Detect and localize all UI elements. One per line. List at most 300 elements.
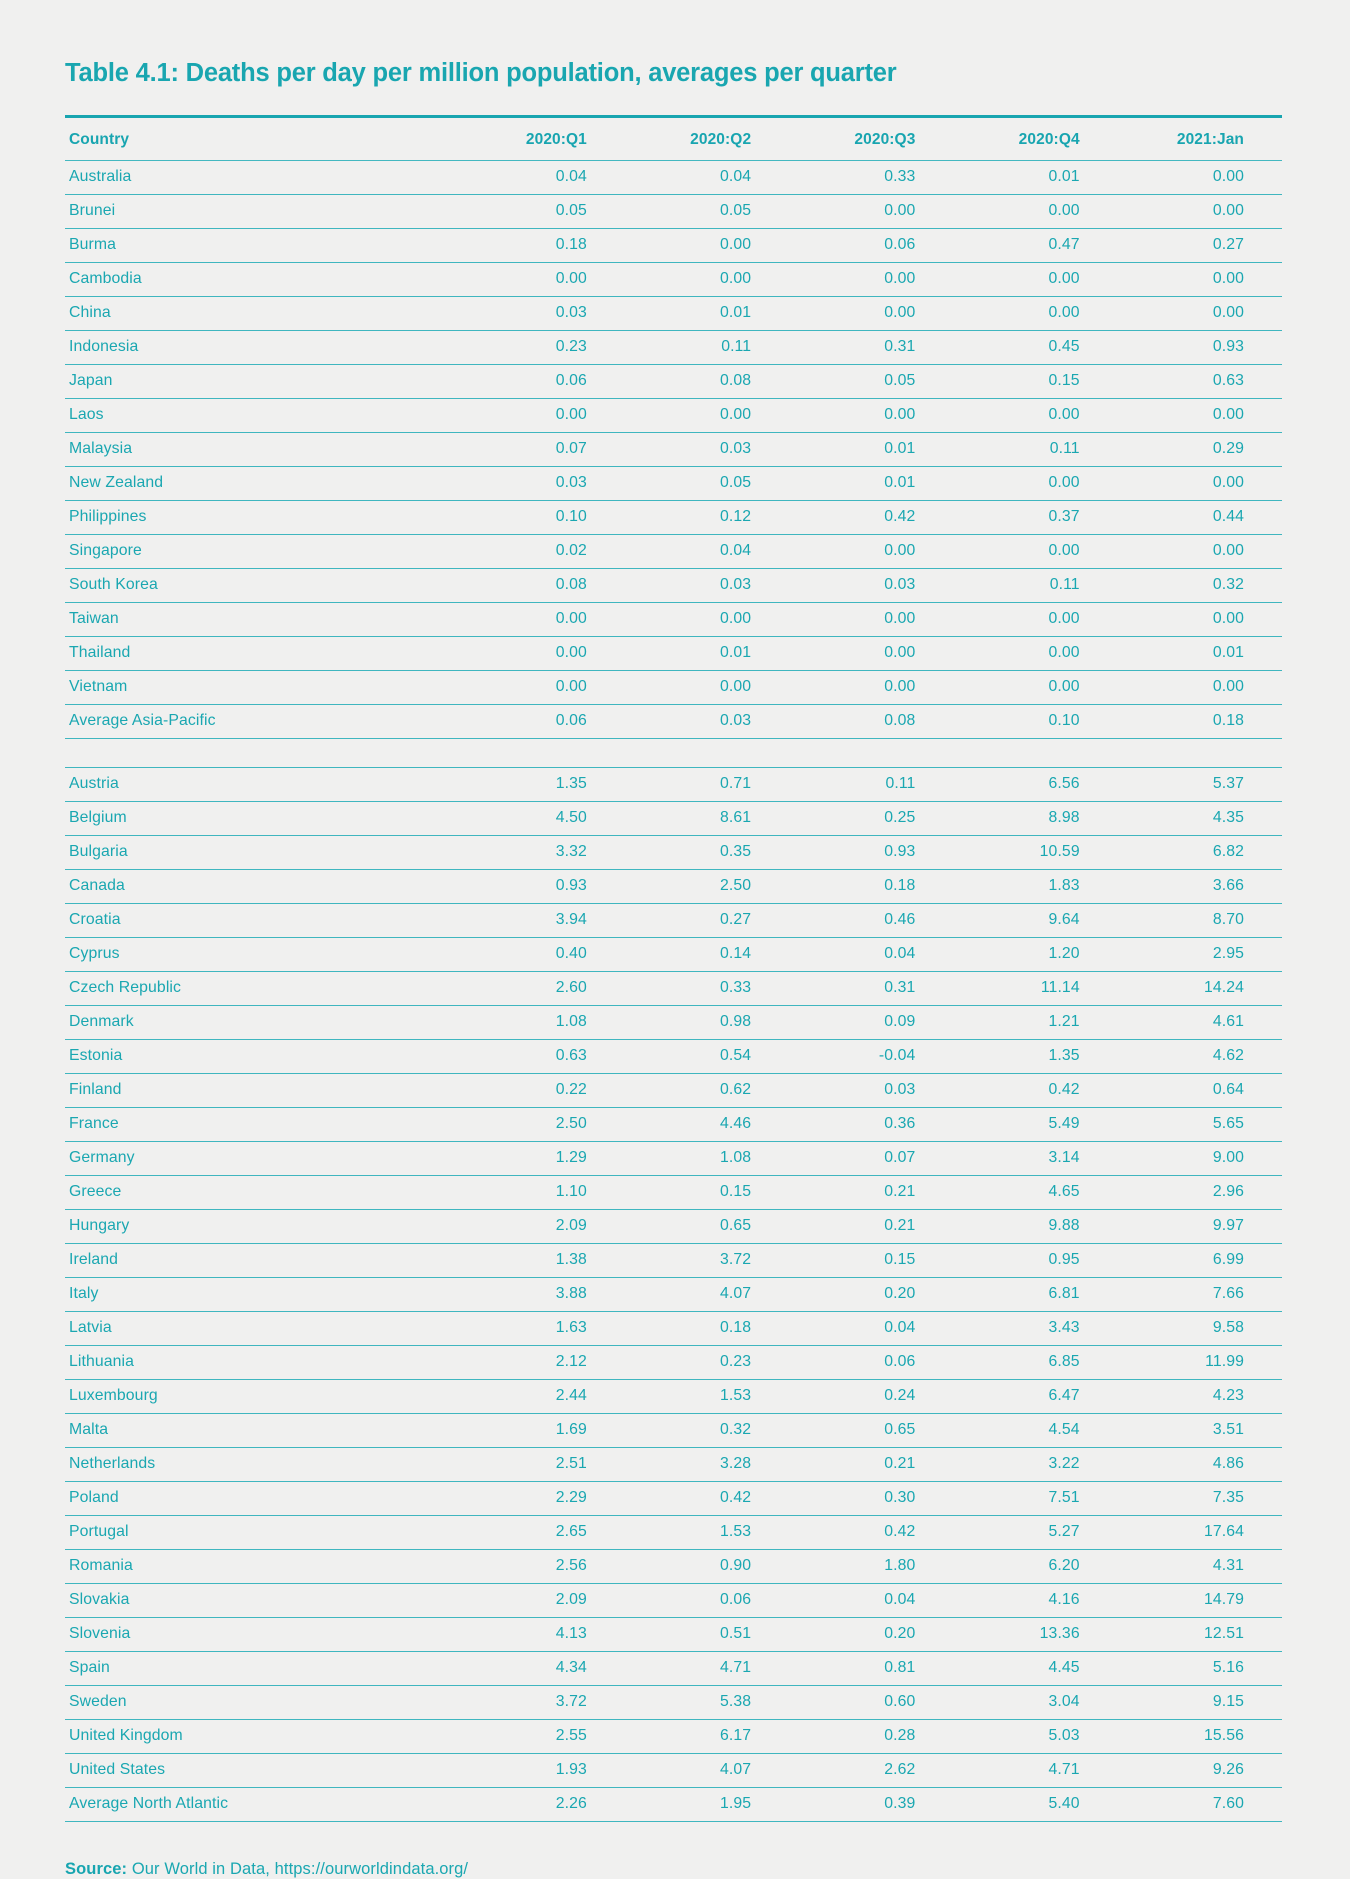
cell-country: Romania	[65, 1549, 461, 1583]
cell-value-2020-q4: 3.22	[953, 1447, 1117, 1481]
table-row	[65, 296, 1282, 330]
cell-value-2020-q1: 2.26	[461, 1787, 625, 1821]
cell-value-2020-q2: 0.27	[625, 903, 789, 937]
cell-value-2020-q2: 0.54	[625, 1039, 789, 1073]
cell-country: Canada	[65, 869, 461, 903]
table-row	[65, 1447, 1282, 1481]
table-row	[65, 364, 1282, 398]
group-separator	[65, 738, 1282, 767]
cell-value-2020-q3: 0.42	[789, 500, 953, 534]
cell-value-2021-jan: 4.62	[1118, 1039, 1282, 1073]
column-header-row	[65, 122, 1282, 161]
cell-value-2020-q1: 1.63	[461, 1311, 625, 1345]
cell-value-2020-q1: 2.44	[461, 1379, 625, 1413]
cell-country: New Zealand	[65, 466, 461, 500]
cell-value-2021-jan: 6.82	[1118, 835, 1282, 869]
cell-value-2020-q1: 1.35	[461, 767, 625, 801]
table-row	[65, 228, 1282, 262]
cell-country: Bulgaria	[65, 835, 461, 869]
table-row	[65, 1141, 1282, 1175]
cell-country: Indonesia	[65, 330, 461, 364]
table-row	[65, 568, 1282, 602]
cell-value-2020-q3: 0.18	[789, 869, 953, 903]
cell-value-2020-q3: 0.39	[789, 1787, 953, 1821]
cell-value-2021-jan: 0.00	[1118, 194, 1282, 228]
cell-country: Japan	[65, 364, 461, 398]
cell-value-2020-q2: 0.01	[625, 636, 789, 670]
table-row	[65, 1005, 1282, 1039]
table-row	[65, 534, 1282, 568]
cell-value-2021-jan: 7.35	[1118, 1481, 1282, 1515]
cell-value-2020-q4: 4.65	[953, 1175, 1117, 1209]
cell-value-2020-q2: 0.12	[625, 500, 789, 534]
cell-value-2020-q4: 0.45	[953, 330, 1117, 364]
cell-country: Singapore	[65, 534, 461, 568]
table-row	[65, 636, 1282, 670]
cell-value-2020-q4: 0.01	[953, 160, 1117, 194]
table-row	[65, 903, 1282, 937]
cell-value-2021-jan: 0.00	[1118, 602, 1282, 636]
cell-value-2020-q4: 6.20	[953, 1549, 1117, 1583]
cell-value-2020-q1: 4.13	[461, 1617, 625, 1651]
cell-value-2020-q3: 0.04	[789, 1583, 953, 1617]
cell-value-2020-q4: 0.11	[953, 432, 1117, 466]
cell-value-2020-q3: 0.01	[789, 466, 953, 500]
cell-value-2021-jan: 4.23	[1118, 1379, 1282, 1413]
table-row	[65, 801, 1282, 835]
cell-value-2021-jan: 4.86	[1118, 1447, 1282, 1481]
cell-value-2020-q2: 0.08	[625, 364, 789, 398]
cell-country: Finland	[65, 1073, 461, 1107]
cell-value-2020-q1: 2.12	[461, 1345, 625, 1379]
cell-value-2020-q4: 0.00	[953, 296, 1117, 330]
cell-value-2020-q3: 0.00	[789, 534, 953, 568]
column-header-2021-jan: 2021:Jan	[1118, 122, 1282, 161]
cell-value-2020-q3: 0.06	[789, 228, 953, 262]
cell-value-2020-q2: 0.23	[625, 1345, 789, 1379]
cell-value-2020-q4: 6.81	[953, 1277, 1117, 1311]
cell-value-2020-q3: 0.05	[789, 364, 953, 398]
cell-value-2020-q4: 0.00	[953, 194, 1117, 228]
cell-value-2020-q1: 3.94	[461, 903, 625, 937]
cell-value-2020-q1: 0.05	[461, 194, 625, 228]
cell-country: Belgium	[65, 801, 461, 835]
cell-value-2020-q1: 2.65	[461, 1515, 625, 1549]
cell-country: Sweden	[65, 1685, 461, 1719]
table-row	[65, 1209, 1282, 1243]
cell-value-2021-jan: 9.26	[1118, 1753, 1282, 1787]
cell-value-2020-q2: 0.03	[625, 704, 789, 738]
cell-value-2020-q1: 1.38	[461, 1243, 625, 1277]
cell-value-2020-q3: 0.08	[789, 704, 953, 738]
table-row	[65, 835, 1282, 869]
deaths-per-day-table	[65, 115, 1282, 1822]
cell-country: Average Asia-Pacific	[65, 704, 461, 738]
cell-value-2020-q1: 2.09	[461, 1209, 625, 1243]
table-row	[65, 500, 1282, 534]
cell-value-2020-q1: 1.93	[461, 1753, 625, 1787]
cell-value-2020-q2: 0.14	[625, 937, 789, 971]
cell-value-2020-q4: 5.27	[953, 1515, 1117, 1549]
cell-value-2021-jan: 0.01	[1118, 636, 1282, 670]
source-note	[65, 1860, 1285, 1879]
table-row	[65, 1345, 1282, 1379]
cell-value-2020-q3: 0.24	[789, 1379, 953, 1413]
cell-country: Cyprus	[65, 937, 461, 971]
table-row	[65, 1481, 1282, 1515]
table-row	[65, 1549, 1282, 1583]
cell-value-2020-q1: 0.08	[461, 568, 625, 602]
cell-country: Ireland	[65, 1243, 461, 1277]
page-title: Table 4.1: Deaths per day per million population, averages per quarter	[65, 59, 897, 87]
cell-value-2020-q1: 2.56	[461, 1549, 625, 1583]
cell-value-2020-q3: 0.09	[789, 1005, 953, 1039]
cell-value-2021-jan: 8.70	[1118, 903, 1282, 937]
cell-value-2020-q2: 3.72	[625, 1243, 789, 1277]
cell-country: Philippines	[65, 500, 461, 534]
cell-value-2021-jan: 0.00	[1118, 296, 1282, 330]
cell-country: Vietnam	[65, 670, 461, 704]
cell-value-2020-q1: 1.69	[461, 1413, 625, 1447]
cell-value-2020-q1: 0.00	[461, 670, 625, 704]
cell-country: Slovakia	[65, 1583, 461, 1617]
cell-value-2020-q2: 0.03	[625, 568, 789, 602]
source-label: Source:	[65, 1859, 128, 1878]
cell-value-2020-q1: 2.50	[461, 1107, 625, 1141]
cell-country: South Korea	[65, 568, 461, 602]
cell-value-2020-q1: 2.09	[461, 1583, 625, 1617]
cell-value-2020-q3: 0.00	[789, 670, 953, 704]
cell-value-2021-jan: 14.79	[1118, 1583, 1282, 1617]
cell-value-2020-q2: 0.15	[625, 1175, 789, 1209]
cell-value-2020-q1: 3.88	[461, 1277, 625, 1311]
cell-value-2020-q4: 5.49	[953, 1107, 1117, 1141]
table-row	[65, 869, 1282, 903]
cell-value-2020-q4: 6.85	[953, 1345, 1117, 1379]
cell-value-2020-q4: 0.10	[953, 704, 1117, 738]
cell-country: United Kingdom	[65, 1719, 461, 1753]
cell-value-2021-jan: 9.15	[1118, 1685, 1282, 1719]
table-row	[65, 398, 1282, 432]
cell-value-2020-q3: 0.31	[789, 971, 953, 1005]
cell-value-2020-q1: 3.32	[461, 835, 625, 869]
cell-value-2021-jan: 5.37	[1118, 767, 1282, 801]
cell-value-2020-q2: 0.32	[625, 1413, 789, 1447]
cell-value-2020-q3: 0.06	[789, 1345, 953, 1379]
cell-value-2020-q2: 1.53	[625, 1379, 789, 1413]
cell-value-2020-q1: 0.40	[461, 937, 625, 971]
cell-value-2021-jan: 5.65	[1118, 1107, 1282, 1141]
table-row	[65, 1685, 1282, 1719]
cell-value-2020-q2: 0.00	[625, 398, 789, 432]
cell-value-2020-q3: 0.03	[789, 568, 953, 602]
cell-country: China	[65, 296, 461, 330]
cell-value-2021-jan: 0.27	[1118, 228, 1282, 262]
cell-value-2020-q1: 0.00	[461, 398, 625, 432]
cell-value-2020-q3: 0.33	[789, 160, 953, 194]
table-row	[65, 1787, 1282, 1821]
cell-value-2020-q3: 0.46	[789, 903, 953, 937]
cell-value-2020-q2: 0.33	[625, 971, 789, 1005]
cell-value-2020-q1: 1.10	[461, 1175, 625, 1209]
cell-country: Portugal	[65, 1515, 461, 1549]
cell-value-2020-q3: 0.11	[789, 767, 953, 801]
cell-value-2020-q4: 0.15	[953, 364, 1117, 398]
cell-value-2020-q4: 0.00	[953, 398, 1117, 432]
cell-value-2021-jan: 0.00	[1118, 398, 1282, 432]
cell-country: Taiwan	[65, 602, 461, 636]
cell-country: Lithuania	[65, 1345, 461, 1379]
cell-country: Laos	[65, 398, 461, 432]
cell-value-2021-jan: 17.64	[1118, 1515, 1282, 1549]
cell-value-2020-q3: 0.04	[789, 937, 953, 971]
cell-value-2021-jan: 14.24	[1118, 971, 1282, 1005]
cell-country: Spain	[65, 1651, 461, 1685]
table-row	[65, 1107, 1282, 1141]
table-row	[65, 1515, 1282, 1549]
cell-value-2020-q4: 1.35	[953, 1039, 1117, 1073]
table-row	[65, 1651, 1282, 1685]
cell-country: United States	[65, 1753, 461, 1787]
cell-value-2020-q3: 0.81	[789, 1651, 953, 1685]
cell-value-2020-q4: 4.71	[953, 1753, 1117, 1787]
column-header-2020-q4: 2020:Q4	[953, 122, 1117, 161]
cell-value-2020-q2: 0.00	[625, 670, 789, 704]
cell-value-2021-jan: 0.00	[1118, 534, 1282, 568]
cell-value-2020-q3: 0.00	[789, 602, 953, 636]
cell-value-2020-q3: 0.31	[789, 330, 953, 364]
cell-value-2020-q2: 4.07	[625, 1753, 789, 1787]
cell-value-2020-q2: 0.01	[625, 296, 789, 330]
table-row	[65, 937, 1282, 971]
cell-value-2020-q2: 0.05	[625, 466, 789, 500]
cell-value-2020-q2: 0.90	[625, 1549, 789, 1583]
cell-value-2021-jan: 7.66	[1118, 1277, 1282, 1311]
cell-value-2020-q4: 10.59	[953, 835, 1117, 869]
cell-value-2020-q2: 0.11	[625, 330, 789, 364]
cell-value-2020-q3: -0.04	[789, 1039, 953, 1073]
cell-value-2020-q1: 0.02	[461, 534, 625, 568]
cell-value-2020-q1: 0.10	[461, 500, 625, 534]
cell-value-2021-jan: 7.60	[1118, 1787, 1282, 1821]
cell-value-2020-q2: 0.42	[625, 1481, 789, 1515]
cell-value-2020-q3: 0.00	[789, 262, 953, 296]
cell-value-2020-q1: 2.55	[461, 1719, 625, 1753]
cell-value-2020-q1: 0.63	[461, 1039, 625, 1073]
cell-value-2020-q4: 9.88	[953, 1209, 1117, 1243]
table-row	[65, 670, 1282, 704]
cell-value-2020-q4: 0.00	[953, 262, 1117, 296]
cell-country: Thailand	[65, 636, 461, 670]
cell-value-2020-q4: 4.45	[953, 1651, 1117, 1685]
column-header-2020-q1: 2020:Q1	[461, 122, 625, 161]
cell-value-2020-q3: 0.20	[789, 1277, 953, 1311]
cell-value-2021-jan: 0.63	[1118, 364, 1282, 398]
cell-country: Cambodia	[65, 262, 461, 296]
cell-value-2020-q3: 0.00	[789, 636, 953, 670]
cell-value-2020-q2: 0.98	[625, 1005, 789, 1039]
table-row	[65, 432, 1282, 466]
cell-value-2021-jan: 3.66	[1118, 869, 1282, 903]
cell-value-2020-q3: 0.65	[789, 1413, 953, 1447]
cell-value-2020-q2: 6.17	[625, 1719, 789, 1753]
cell-country: Luxembourg	[65, 1379, 461, 1413]
cell-value-2021-jan: 0.18	[1118, 704, 1282, 738]
cell-value-2021-jan: 4.61	[1118, 1005, 1282, 1039]
cell-value-2020-q2: 1.08	[625, 1141, 789, 1175]
cell-value-2020-q2: 4.71	[625, 1651, 789, 1685]
table-row	[65, 194, 1282, 228]
cell-value-2020-q4: 7.51	[953, 1481, 1117, 1515]
cell-value-2020-q4: 11.14	[953, 971, 1117, 1005]
cell-value-2021-jan: 12.51	[1118, 1617, 1282, 1651]
cell-value-2020-q4: 1.83	[953, 869, 1117, 903]
table-body	[65, 160, 1282, 1821]
cell-value-2020-q2: 0.03	[625, 432, 789, 466]
cell-value-2020-q2: 8.61	[625, 801, 789, 835]
table-row	[65, 160, 1282, 194]
column-header-country: Country	[65, 122, 461, 161]
cell-country: Denmark	[65, 1005, 461, 1039]
cell-value-2021-jan: 5.16	[1118, 1651, 1282, 1685]
cell-value-2020-q2: 0.00	[625, 228, 789, 262]
table-row	[65, 1719, 1282, 1753]
table-row	[65, 1175, 1282, 1209]
cell-country: Austria	[65, 767, 461, 801]
cell-value-2021-jan: 0.64	[1118, 1073, 1282, 1107]
cell-value-2020-q3: 0.28	[789, 1719, 953, 1753]
table-row	[65, 1311, 1282, 1345]
cell-country: France	[65, 1107, 461, 1141]
cell-value-2020-q1: 2.29	[461, 1481, 625, 1515]
cell-value-2021-jan: 0.00	[1118, 160, 1282, 194]
table-row	[65, 1413, 1282, 1447]
cell-value-2020-q1: 0.93	[461, 869, 625, 903]
cell-value-2021-jan: 9.97	[1118, 1209, 1282, 1243]
cell-country: Czech Republic	[65, 971, 461, 1005]
cell-value-2020-q4: 0.00	[953, 636, 1117, 670]
cell-value-2020-q4: 6.56	[953, 767, 1117, 801]
cell-value-2020-q2: 0.04	[625, 534, 789, 568]
cell-value-2020-q3: 0.07	[789, 1141, 953, 1175]
cell-country: Croatia	[65, 903, 461, 937]
cell-value-2020-q1: 4.34	[461, 1651, 625, 1685]
cell-country: Malta	[65, 1413, 461, 1447]
cell-value-2021-jan: 0.32	[1118, 568, 1282, 602]
table-row	[65, 1243, 1282, 1277]
cell-value-2020-q2: 0.05	[625, 194, 789, 228]
cell-value-2020-q3: 1.80	[789, 1549, 953, 1583]
cell-value-2020-q4: 5.03	[953, 1719, 1117, 1753]
cell-value-2020-q1: 0.04	[461, 160, 625, 194]
cell-value-2020-q3: 0.36	[789, 1107, 953, 1141]
cell-value-2021-jan: 0.93	[1118, 330, 1282, 364]
cell-value-2020-q3: 0.00	[789, 296, 953, 330]
cell-country: Germany	[65, 1141, 461, 1175]
column-header-2020-q2: 2020:Q2	[625, 122, 789, 161]
cell-value-2020-q1: 0.18	[461, 228, 625, 262]
table-row	[65, 330, 1282, 364]
cell-country: Estonia	[65, 1039, 461, 1073]
cell-value-2020-q4: 0.47	[953, 228, 1117, 262]
cell-value-2020-q2: 4.46	[625, 1107, 789, 1141]
table-row	[65, 1039, 1282, 1073]
cell-value-2021-jan: 9.58	[1118, 1311, 1282, 1345]
cell-value-2020-q3: 0.03	[789, 1073, 953, 1107]
cell-value-2020-q4: 3.14	[953, 1141, 1117, 1175]
cell-value-2020-q3: 0.21	[789, 1447, 953, 1481]
cell-value-2020-q3: 0.93	[789, 835, 953, 869]
cell-value-2020-q4: 0.00	[953, 670, 1117, 704]
cell-value-2020-q2: 0.51	[625, 1617, 789, 1651]
cell-value-2020-q3: 0.21	[789, 1175, 953, 1209]
cell-value-2020-q1: 0.00	[461, 262, 625, 296]
cell-value-2020-q4: 6.47	[953, 1379, 1117, 1413]
cell-value-2020-q1: 0.22	[461, 1073, 625, 1107]
cell-value-2021-jan: 11.99	[1118, 1345, 1282, 1379]
cell-value-2021-jan: 2.96	[1118, 1175, 1282, 1209]
cell-value-2020-q1: 1.08	[461, 1005, 625, 1039]
table-header	[65, 116, 1282, 160]
cell-value-2020-q2: 0.04	[625, 160, 789, 194]
table-row	[65, 1617, 1282, 1651]
cell-value-2020-q1: 0.23	[461, 330, 625, 364]
cell-value-2020-q1: 0.06	[461, 704, 625, 738]
cell-value-2020-q3: 0.60	[789, 1685, 953, 1719]
cell-country: Australia	[65, 160, 461, 194]
cell-value-2020-q2: 0.00	[625, 262, 789, 296]
cell-value-2020-q4: 8.98	[953, 801, 1117, 835]
cell-value-2020-q4: 4.54	[953, 1413, 1117, 1447]
source-text: Our World in Data, https://ourworldindata.org/	[131, 1859, 469, 1878]
table-row	[65, 971, 1282, 1005]
cell-value-2020-q1: 0.07	[461, 432, 625, 466]
cell-value-2020-q2: 3.28	[625, 1447, 789, 1481]
cell-value-2020-q1: 1.29	[461, 1141, 625, 1175]
cell-value-2020-q3: 0.04	[789, 1311, 953, 1345]
cell-value-2020-q4: 0.00	[953, 466, 1117, 500]
cell-value-2020-q2: 5.38	[625, 1685, 789, 1719]
cell-value-2020-q3: 0.00	[789, 398, 953, 432]
cell-value-2021-jan: 3.51	[1118, 1413, 1282, 1447]
cell-country: Burma	[65, 228, 461, 262]
cell-value-2020-q4: 0.11	[953, 568, 1117, 602]
cell-country: Italy	[65, 1277, 461, 1311]
cell-value-2020-q2: 1.53	[625, 1515, 789, 1549]
group-separator-cell	[65, 738, 1282, 767]
cell-value-2020-q1: 2.51	[461, 1447, 625, 1481]
cell-country: Latvia	[65, 1311, 461, 1345]
cell-value-2020-q3: 0.20	[789, 1617, 953, 1651]
cell-country: Netherlands	[65, 1447, 461, 1481]
cell-value-2020-q2: 0.18	[625, 1311, 789, 1345]
cell-value-2021-jan: 6.99	[1118, 1243, 1282, 1277]
cell-value-2020-q4: 0.42	[953, 1073, 1117, 1107]
table-row	[65, 1379, 1282, 1413]
cell-value-2020-q2: 0.00	[625, 602, 789, 636]
cell-value-2020-q3: 0.15	[789, 1243, 953, 1277]
cell-value-2020-q2: 2.50	[625, 869, 789, 903]
cell-value-2020-q1: 0.03	[461, 466, 625, 500]
cell-value-2020-q4: 5.40	[953, 1787, 1117, 1821]
cell-value-2020-q4: 3.04	[953, 1685, 1117, 1719]
cell-value-2021-jan: 4.31	[1118, 1549, 1282, 1583]
table-row	[65, 1753, 1282, 1787]
table-row	[65, 704, 1282, 738]
cell-value-2021-jan: 2.95	[1118, 937, 1282, 971]
cell-value-2020-q1: 0.00	[461, 602, 625, 636]
cell-value-2020-q2: 1.95	[625, 1787, 789, 1821]
